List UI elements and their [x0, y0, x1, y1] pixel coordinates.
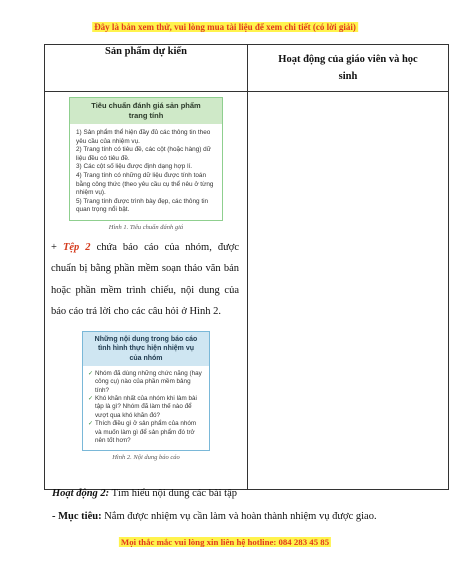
- report-question-text: Thích điều gì ở sản phẩm của nhóm và muốn làm gì để sản phẩm đó trở nên tốt hơn?: [95, 420, 197, 445]
- objective-line: [52, 510, 377, 524]
- header-right-line2: sinh: [338, 71, 358, 82]
- step2-paragraph: [45, 237, 247, 323]
- figure2-caption: Hình 2. Nội dung báo cáo: [112, 454, 180, 462]
- lesson-table: [44, 44, 449, 490]
- figure-report-content: [82, 331, 210, 452]
- criteria-item: 3) Các cột số liệu được định dạng hợp lí.: [76, 163, 193, 171]
- activity-2-heading: [52, 487, 237, 501]
- criteria-item: 2) Trang tính có tiêu đề, các cột (hoặc hàng) dữ liệu đều có tiêu đề.: [76, 146, 212, 162]
- figure2-title: [83, 332, 209, 366]
- preview-banner: Đây là bản xem thử, vui lòng mua tài liệu để xem chi tiết (có lời giải): [94, 22, 356, 32]
- teacher-student-activity-cell: [248, 92, 449, 490]
- step2-text: chứa báo cáo của nhóm, được chuẩn bị bằng phần mềm soạn thảo văn bản hoặc phần mềm trình chiếu, nội dung của báo cáo trả lời cho các câu hỏi ở Hình 2.: [51, 241, 239, 318]
- report-question-item: [88, 420, 204, 445]
- activity-text: Tìm hiểu nội dung các bài tập: [109, 488, 237, 499]
- report-question-text: Nhóm đã dùng những chức năng (hay công cụ) nào của phần mềm bảng tính?: [95, 369, 202, 394]
- table-header-row: [45, 45, 449, 92]
- criteria-item: 1) Sản phẩm thể hiện đầy đủ các thông tin theo yêu cầu của nhiệm vụ.: [76, 129, 211, 145]
- table-body-row: [45, 92, 449, 490]
- objective-label: - Mục tiêu:: [52, 511, 102, 522]
- figure1-title: [70, 98, 222, 124]
- header-teacher-student-activity: [248, 45, 449, 92]
- step2-title: Tệp 2: [62, 241, 91, 253]
- figure1-title-line1: Tiêu chuẩn đánh giá sản phẩm: [91, 101, 201, 110]
- report-question-item: [88, 370, 204, 395]
- figure2-title-line3: của nhóm: [129, 354, 163, 362]
- figure-evaluation-criteria: [69, 97, 223, 221]
- figure2-title-line2: tình hình thực hiện nhiệm vụ: [97, 345, 195, 353]
- expected-product-cell: [45, 92, 248, 490]
- report-question-item: [88, 395, 204, 420]
- criteria-item: 4) Trang tính có những dữ liệu được tính toán bằng công thức (theo yêu cầu cụ thể nêu ở từng nhiệm vụ).: [76, 171, 214, 197]
- header-right-line1: Hoạt động của giáo viên và học: [278, 54, 418, 65]
- report-question-text: Khó khăn nhất của nhóm khi làm bài tập là gì? Nhóm đã làm thế nào để vượt qua khó khăn đó?: [95, 395, 197, 419]
- figure1-title-line2: trang tính: [128, 111, 164, 120]
- check-icon: ✓: [88, 421, 94, 428]
- criteria-item: 5) Trang tính được trình bày đẹp, các thông tin quan trọng nổi bật.: [76, 197, 209, 214]
- header-expected-product: Sản phẩm dự kiến: [45, 45, 248, 92]
- step2-prefix: +: [51, 241, 63, 253]
- figure2-title-line1: Những nội dung trong báo cáo: [94, 335, 198, 343]
- figure2-body: [83, 366, 209, 451]
- check-icon: ✓: [88, 370, 94, 377]
- activity-label: Hoạt động 2:: [52, 488, 110, 499]
- hotline-banner: Mọi thắc mắc vui lòng xin liên hệ hotline: 084 283 45 85: [120, 537, 330, 547]
- objective-text: Nắm được nhiệm vụ cần làm và hoàn thành nhiệm vụ được giao.: [101, 511, 377, 522]
- check-icon: ✓: [88, 396, 94, 403]
- figure1-caption: Hình 1. Tiêu chuẩn đánh giá: [108, 223, 184, 231]
- figure1-body: [70, 124, 222, 220]
